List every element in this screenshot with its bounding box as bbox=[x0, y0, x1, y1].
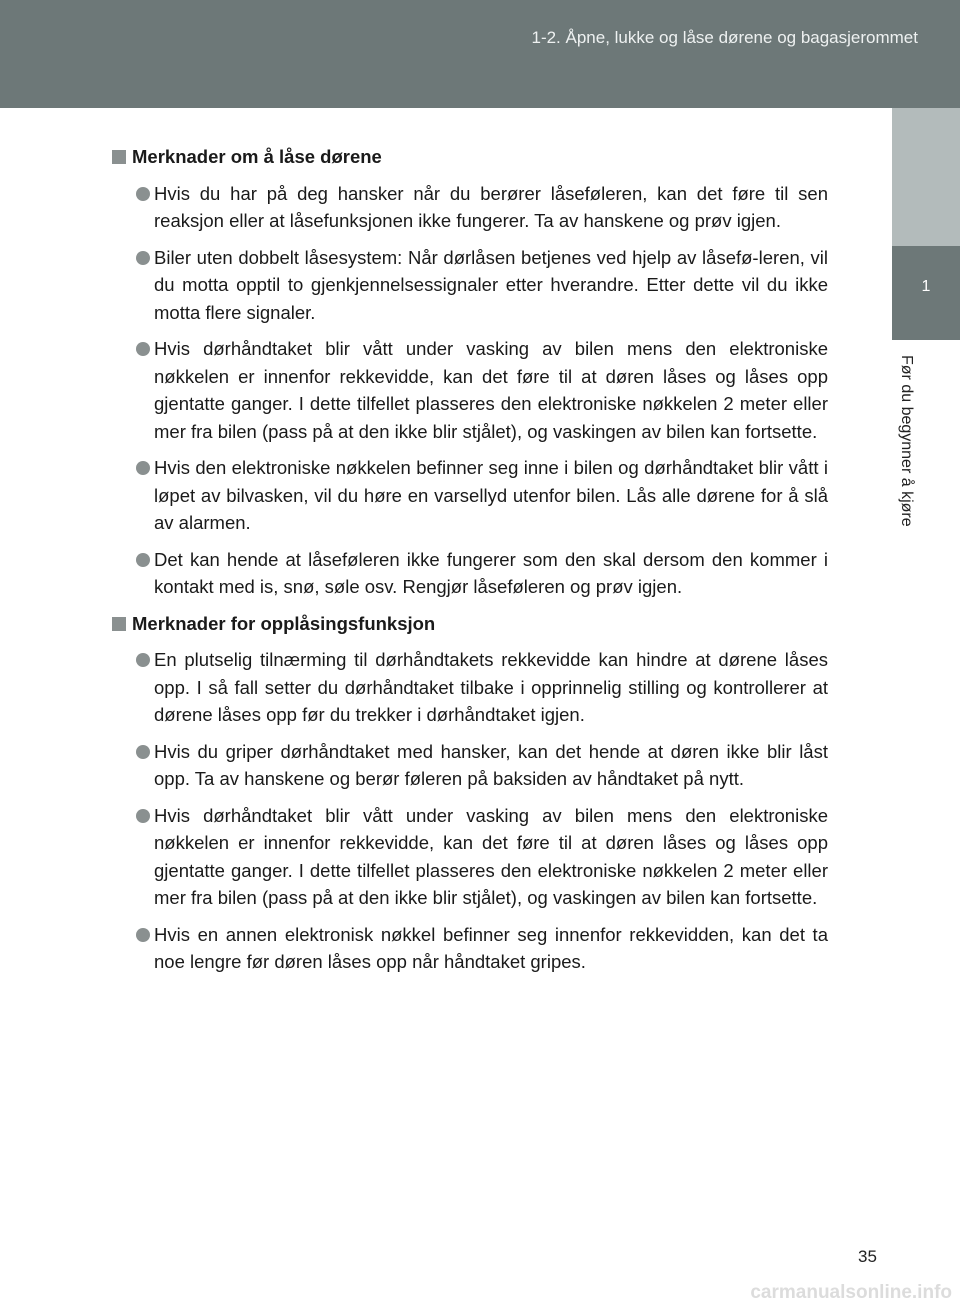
side-tab-label: Før du begynner å kjøre bbox=[898, 355, 915, 527]
circle-bullet-icon bbox=[136, 809, 150, 823]
circle-bullet-icon bbox=[136, 342, 150, 356]
page-content bbox=[112, 143, 828, 985]
circle-bullet-icon bbox=[136, 553, 150, 567]
circle-bullet-icon bbox=[136, 251, 150, 265]
list-item: Hvis dørhåndtaket blir vått under vasking av bilen mens den elektroniske nøkkelen er innenfor rekkevidde, kan det føre til at døren låses og låses opp gjentatte ganger. I dette tilfellet plasseres den elektroniske nøkkelen 2 meter eller mer fra bilen (pass på at den ikke blir stjålet), og vaskingen av bilen kan fortsette. bbox=[112, 802, 828, 912]
circle-bullet-icon bbox=[136, 461, 150, 475]
list-item: Hvis du griper dørhåndtaket med hansker, kan det hende at døren ikke blir låst opp. Ta av hanskene og berør føleren på baksiden av håndtaket på nytt. bbox=[112, 738, 828, 793]
list-item: Hvis den elektroniske nøkkelen befinner seg inne i bilen og dørhåndtaket blir vått i løpet av bilvasken, vil du høre en varsellyd utenfor bilen. Lås alle dørene for å slå av alarmen. bbox=[112, 454, 828, 537]
chapter-title: 1-2. Åpne, lukke og låse dørene og bagasjerommet bbox=[531, 28, 918, 47]
watermark: carmanualsonline.info bbox=[750, 1282, 952, 1303]
list-item: Hvis dørhåndtaket blir vått under vasking av bilen mens den elektroniske nøkkelen er innenfor rekkevidde, kan det føre til at døren låses og låses opp gjentatte ganger. I dette tilfellet plasseres den elektroniske nøkkelen 2 meter eller mer fra bilen (pass på at den ikke blir stjålet), og vaskingen av bilen kan fortsette. bbox=[112, 335, 828, 445]
square-bullet-icon bbox=[112, 150, 126, 164]
side-tab-upper-band bbox=[892, 108, 960, 246]
side-tab-number: 1 bbox=[921, 278, 931, 295]
section-locking-notes bbox=[112, 143, 828, 601]
page-header bbox=[0, 0, 960, 108]
section-heading: Merknader for opplåsingsfunksjon bbox=[112, 610, 828, 638]
circle-bullet-icon bbox=[136, 187, 150, 201]
square-bullet-icon bbox=[112, 617, 126, 631]
circle-bullet-icon bbox=[136, 653, 150, 667]
section-heading: Merknader om å låse dørene bbox=[112, 143, 828, 171]
section-unlocking-notes bbox=[112, 610, 828, 976]
list-item: Det kan hende at låseføleren ikke fungerer som den skal dersom den kommer i kontakt med is, snø, søle osv. Rengjør låseføleren og prøv igjen. bbox=[112, 546, 828, 601]
list-item: Hvis du har på deg hansker når du berører låseføleren, kan det føre til sen reaksjon eller at låsefunksjonen ikke fungerer. Ta av hanskene og prøv igjen. bbox=[112, 180, 828, 235]
list-item: Hvis en annen elektronisk nøkkel befinner seg innenfor rekkevidden, kan det ta noe lengre før døren låses opp når håndtaket gripes. bbox=[112, 921, 828, 976]
list-item: Biler uten dobbelt låsesystem: Når dørlåsen betjenes ved hjelp av låsefø-leren, vil du motta opptil to gjenkjennelsessignaler etter hverandre. Etter dette vil du ikke motta flere signaler. bbox=[112, 244, 828, 327]
circle-bullet-icon bbox=[136, 928, 150, 942]
list-item: En plutselig tilnærming til dørhåndtakets rekkevidde kan hindre at dørene låses opp. I så fall setter du dørhåndtaket tilbake i opprinnelig stilling og kontrollerer at dørene låses opp før du trekker i dørhåndtaket igjen. bbox=[112, 646, 828, 729]
page-number: 35 bbox=[858, 1247, 877, 1266]
circle-bullet-icon bbox=[136, 745, 150, 759]
